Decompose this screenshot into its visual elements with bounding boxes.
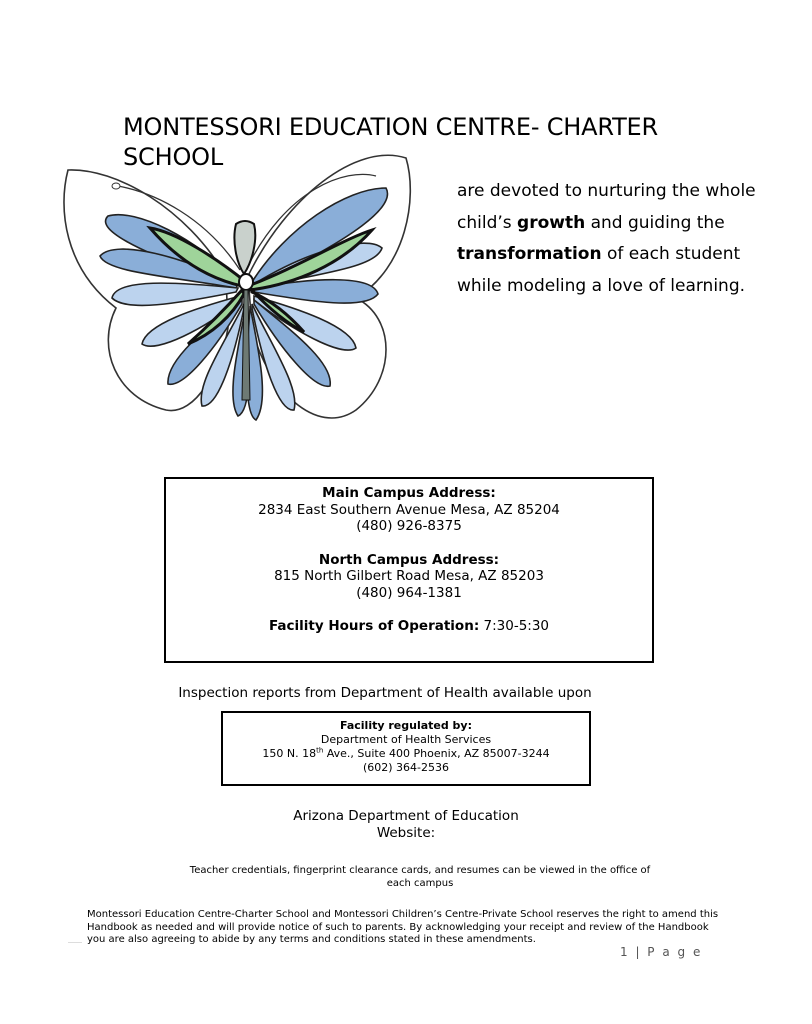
regulator-address: [223, 747, 589, 761]
page-number-footer: 1 | P a g e: [620, 945, 703, 959]
butterfly-illustration: [56, 148, 412, 440]
inspection-note: Inspection reports from Department of Health available upon: [178, 685, 592, 701]
hours-value: 7:30-5:30: [479, 618, 550, 634]
regulator-address-post: Ave., Suite 400 Phoenix, AZ 85007-3244: [323, 747, 550, 760]
mission-bold-growth: growth: [517, 212, 586, 233]
ade-line-1: Arizona Department of Education: [293, 808, 519, 824]
title-container: [123, 112, 723, 171]
ade-block: [0, 808, 812, 842]
regulator-phone: (602) 364-2536: [362, 761, 450, 774]
mission-text-3: of each student while modeling a love of learning.: [457, 244, 746, 296]
handbook-disclaimer: Montessori Education Centre-Charter School and Montessori Children’s Centre-Private School reserves the right to amend this Handbook as needed and will provide notice of such to parents. By acknowledging your receipt and review of the Handbook you are also agreeing to abide by any terms and conditions stated in these amendments.: [87, 909, 719, 945]
regulator-name: Department of Health Services: [320, 733, 492, 746]
main-campus-address: 2834 East Southern Avenue Mesa, AZ 85204: [258, 501, 560, 518]
mission-text-1: are devoted to nurturing the whole child’s: [457, 181, 756, 233]
regulator-address-pre: 150 N. 18: [262, 747, 317, 760]
regulator-address-sup: th: [316, 746, 324, 755]
ade-line-2: Website:: [376, 825, 436, 841]
mission-text-2: and guiding the: [585, 212, 725, 233]
campus-info-box: [164, 477, 654, 663]
north-campus-heading: North Campus Address:: [318, 551, 500, 568]
credentials-note: Teacher credentials, fingerprint clearance cards, and resumes can be viewed in the office of each campus: [189, 865, 651, 889]
main-campus-phone: (480) 926-8375: [356, 518, 462, 534]
mission-statement: [457, 176, 757, 302]
mission-bold-transformation: transformation: [457, 244, 602, 264]
facility-hours: [166, 618, 652, 635]
page-title: MONTESSORI EDUCATION CENTRE- CHARTER SCHOOL: [123, 113, 658, 171]
main-campus-heading: Main Campus Address:: [322, 485, 496, 501]
hours-label: Facility Hours of Operation:: [268, 618, 480, 634]
north-campus-phone: (480) 964-1381: [356, 584, 462, 601]
north-campus-address: 815 North Gilbert Road Mesa, AZ 85203: [274, 568, 544, 584]
footer-divider: [68, 942, 82, 943]
regulator-heading: Facility regulated by:: [339, 719, 473, 732]
credentials-note-container: [180, 864, 660, 889]
regulator-box: [221, 711, 591, 786]
